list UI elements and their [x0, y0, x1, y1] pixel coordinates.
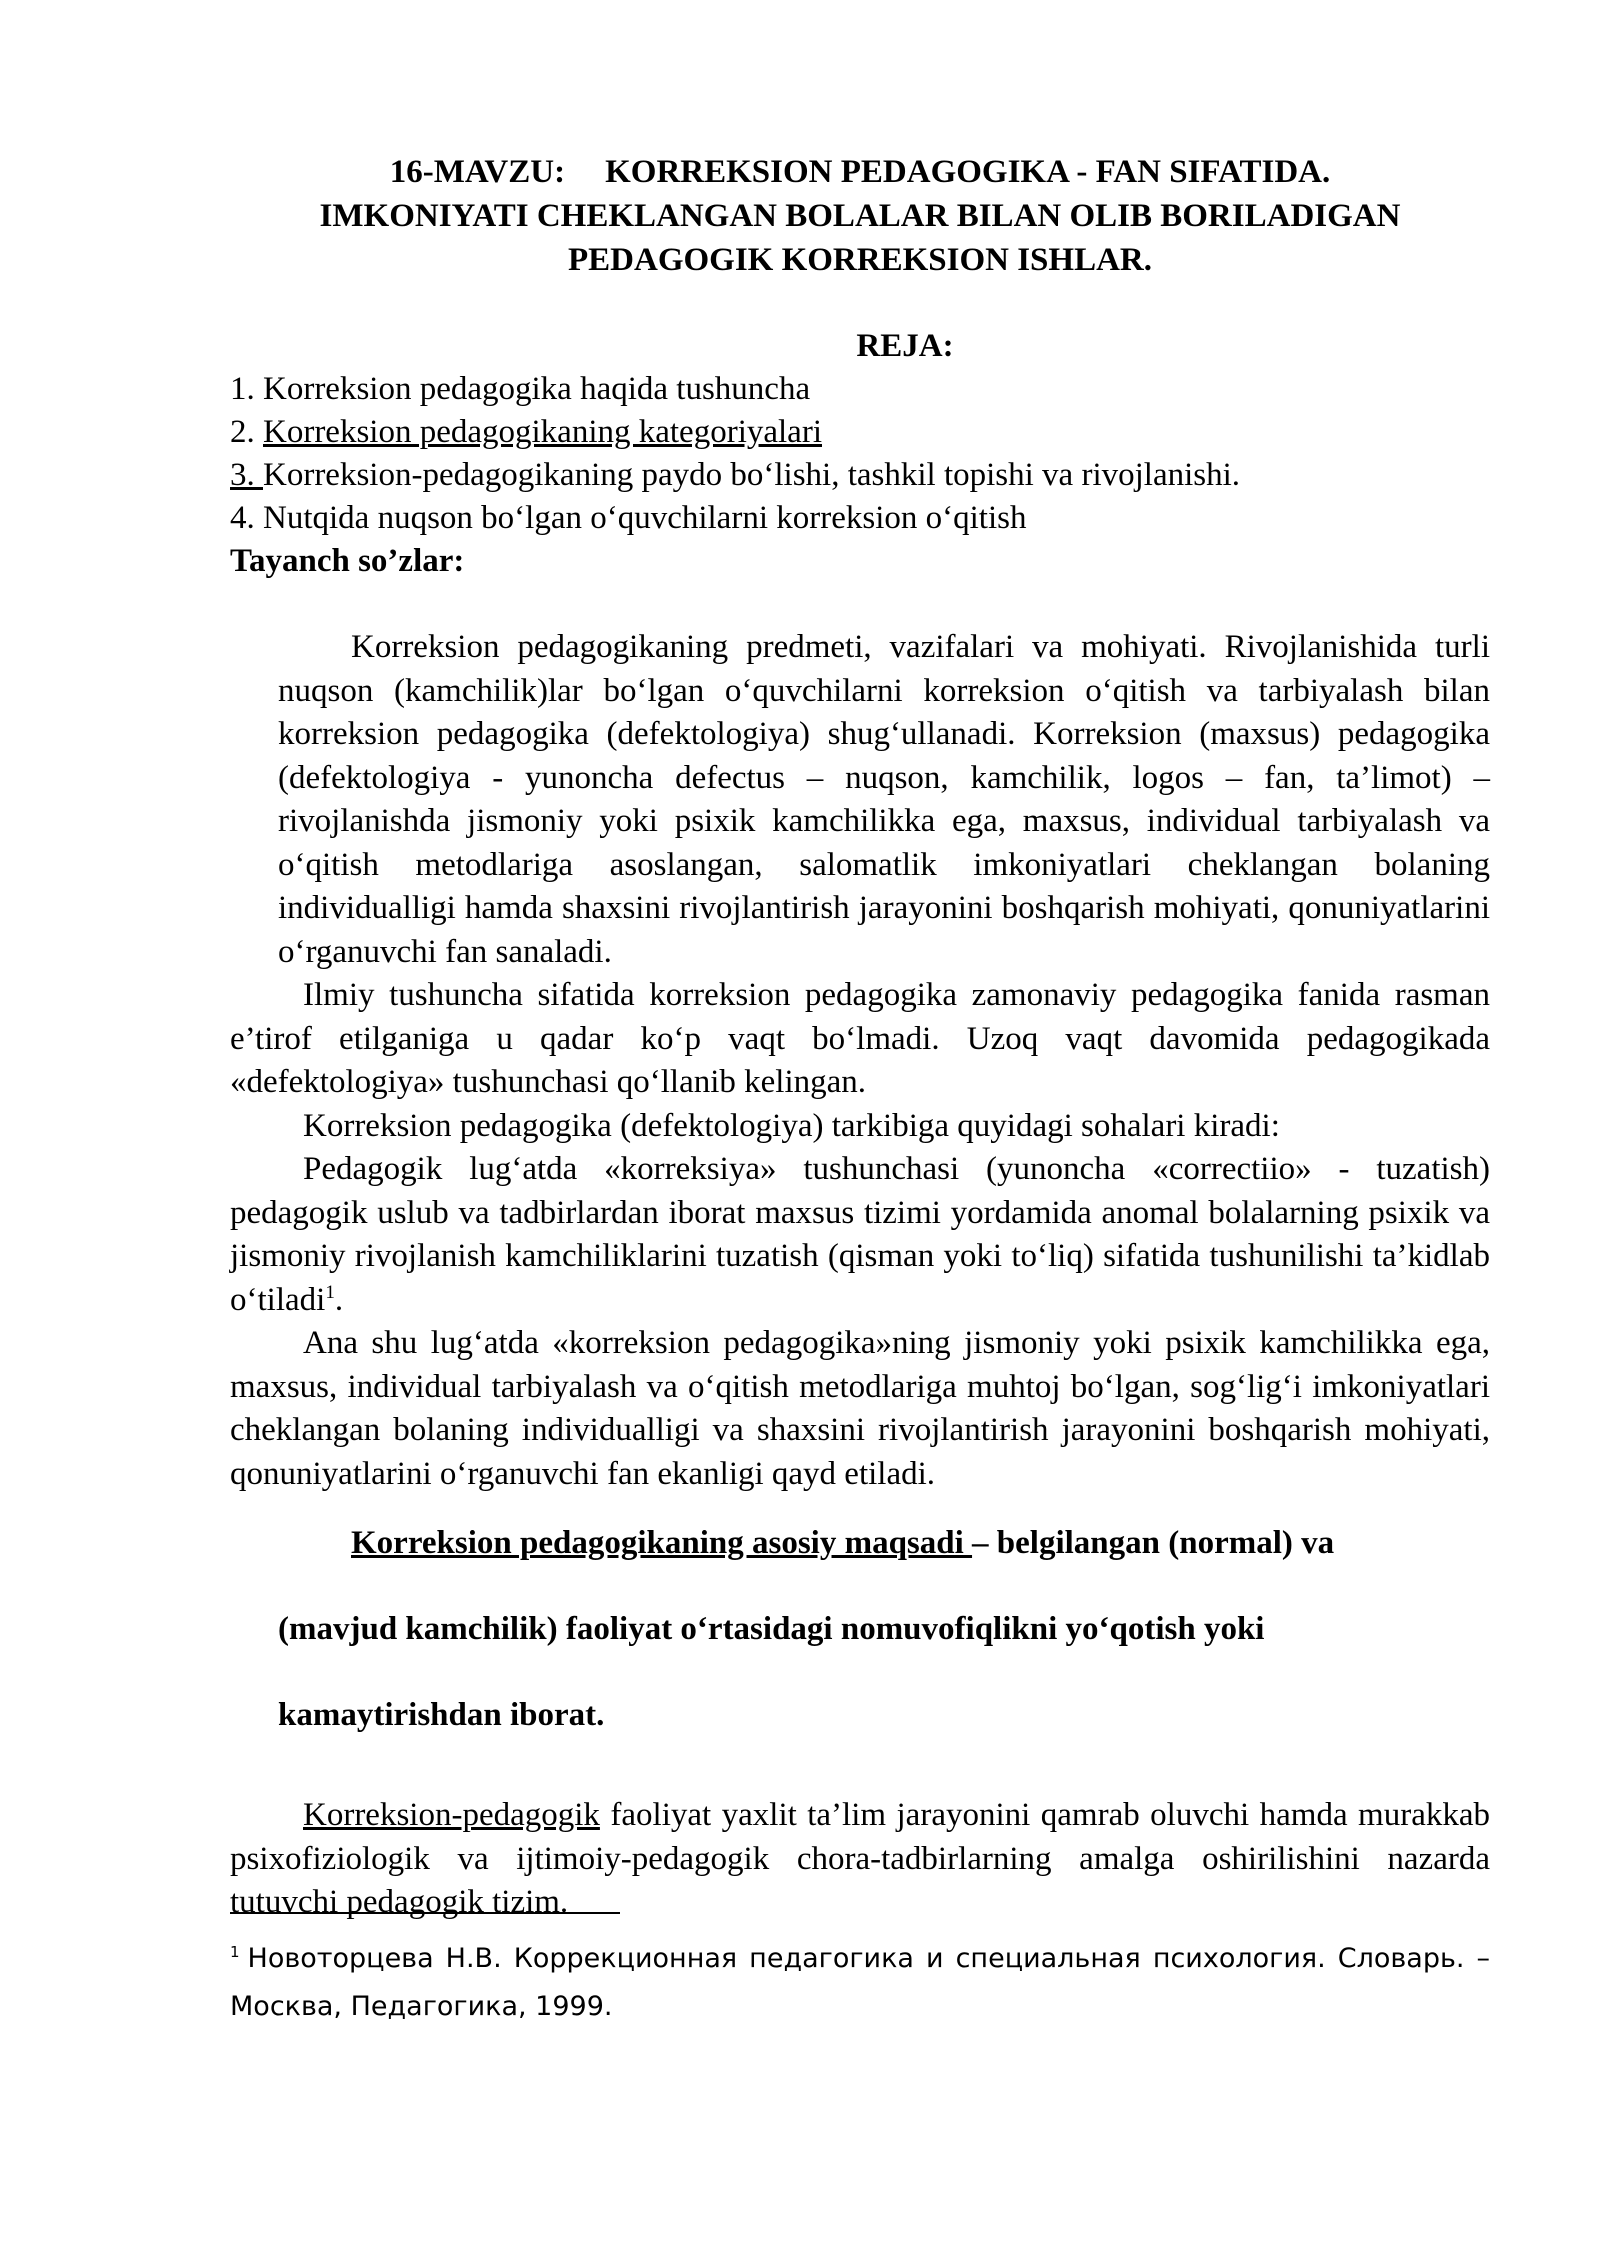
paragraph-last [230, 1794, 1490, 1925]
footnote-divider [230, 1912, 620, 1914]
paragraph-3: Korreksion pedagogika (defektologiya) tarkibiga quyidagi sohalari kiradi: [303, 1107, 1280, 1144]
plan-item-2 [230, 411, 1490, 454]
paragraph-1: Korreksion pedagogikaning predmeti, vazifalari va mohiyati. Rivojlanishida turli nuqson (kamchilik)lar bo‘lgan o‘quvchilarni korreksion o‘qitish va tarbiyalash bilan korreksion pedagogika (defektologiya) shug‘ullanadi. Korreksion (maxsus) pedagogika (defektologiya - yunoncha defectus – nuqson, kamchilik, logos – fan, ta’limot) – rivojlanishda jismoniy yoki psixik kamchilikka ega, maxsus, individual tarbiyalash va o‘qitish metodlariga asoslangan, salomatlik imkoniyatlari cheklangan bolaning individualligi hamda shaxsini rivojlantirish jarayonini boshqarish mohiyati, qonuniyatlarini o‘rganuvchi fan sanaladi. [278, 629, 1490, 970]
title-line-1: KORREKSION PEDAGOGIKA - FAN SIFATIDA. [605, 154, 1331, 190]
last-paragraph-text: faoliyat yaxlit ta’lim jarayonini qamrab oluvchi hamda murakkab psixofiziologik va ijtimoiy-pedagogik chora-tadbirlarning amalga oshirilishini nazarda tutuvchi pedagogik tizim. [230, 1797, 1490, 1920]
goal-line-2: (mavjud kamchilik) faoliyat o‘rtasidagi nomuvofiqlikni yo‘qotish yoki [278, 1611, 1265, 1647]
footnote-reference[interactable]: 1 [325, 1281, 335, 1303]
footnote [230, 1935, 1490, 2031]
footnote-mark: 1 [230, 1943, 240, 1961]
footnote-text: Новоторцева Н.В. Коррекционная педагогика и специальная психология. Словарь. – Москва, Педагогика, 1999. [230, 1943, 1490, 2022]
title-number: 16-MAVZU: [389, 154, 566, 190]
plan-item-3-number: 3. [230, 457, 263, 493]
paragraph-4-text: Pedagogik lug‘atda «korreksiya» tushunchasi (yunoncha «correctiio» - tuzatish) pedagogik uslub va tadbirlardan iborat maxsus tizimi yordamida anomal bolalarning psixik va jismoniy rivojlanish kamchiliklarini tuzatish (qisman yoki to‘liq) sifatida tushunilishi ta’kidlab o‘tiladi [230, 1151, 1490, 1318]
goal-line-1: – belgilangan (normal) va [972, 1525, 1335, 1561]
plan-item-2-number: 2. [230, 414, 263, 450]
page-title [230, 150, 1490, 282]
paragraph-2: Ilmiy tushuncha sifatida korreksion pedagogika zamonaviy pedagogika fanida rasman e’tirof etilganiga u qadar ko‘p vaqt bo‘lmadi. Uzoq vaqt davomida pedagogikada «defektologiya» tushunchasi qo‘llanib kelingan. [230, 977, 1490, 1100]
document-body [230, 150, 1490, 1925]
plan-item-4: 4. Nutqida nuqson bo‘lgan o‘quvchilarni korreksion o‘qitish [230, 500, 1027, 536]
title-line-3: PEDAGOGIK KORREKSION ISHLAR. [567, 242, 1152, 278]
plan-heading: REJA: [856, 328, 954, 364]
plan-item-1: 1. Korreksion pedagogika haqida tushuncha [230, 371, 811, 407]
plan-item-3-text: Korreksion-pedagogikaning paydo bo‘lishi, tashkil topishi va rivojlanishi. [263, 457, 1241, 493]
paragraph-5: Ana shu lug‘atda «korreksion pedagogika»ning jismoniy yoki psixik kamchilikka ega, maxsus, individual tarbiyalash va o‘qitish metodlariga muhtoj bo‘lgan, sog‘lig‘i imkoniyatlari cheklangan bolaning individualligi va shaxsini rivojlantirish jarayonini boshqarish mohiyati, qonuniyatlarini o‘rganuvchi fan ekanligi qayd etiladi. [230, 1325, 1490, 1492]
paragraph-4-end: . [334, 1281, 344, 1318]
plan-item-2-text: Korreksion pedagogikaning kategoriyalari [263, 414, 822, 450]
goal-statement [278, 1500, 1490, 1758]
title-line-2: IMKONIYATI CHEKLANGAN BOLALAR BILAN OLIB BORILADIGAN [319, 198, 1401, 234]
plan-list [230, 368, 1490, 540]
last-paragraph-underlined: Korreksion-pedagogik [303, 1797, 600, 1833]
goal-underlined: Korreksion pedagogikaning asosiy maqsadi [351, 1525, 973, 1561]
plan-item-3 [230, 454, 1490, 497]
goal-line-3: kamaytirishdan iborat. [278, 1697, 605, 1733]
keywords-label: Tayanch so’zlar: [230, 543, 465, 579]
paragraph-4 [230, 1148, 1490, 1322]
